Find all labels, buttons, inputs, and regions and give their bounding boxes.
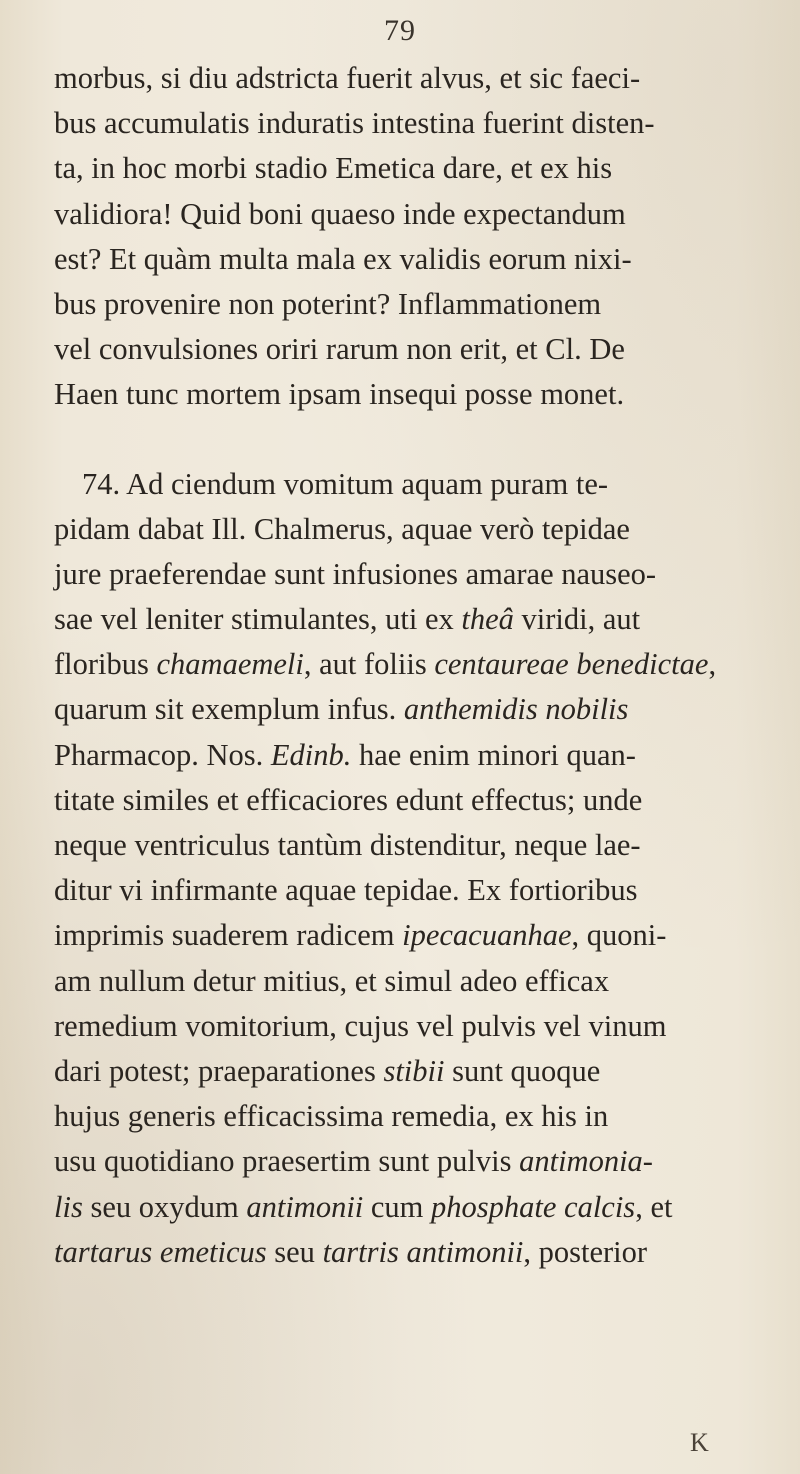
text-segment: dari potest; praeparationes <box>54 1053 384 1088</box>
text-line <box>54 192 780 237</box>
text-line <box>54 462 780 507</box>
text-line <box>54 778 780 823</box>
text-segment: validiora! Quid boni quaeso inde expectandum <box>54 196 626 231</box>
italic-text: Edinb. <box>270 737 352 772</box>
text-line <box>54 1004 780 1049</box>
text-line <box>54 1139 780 1184</box>
text-segment: , <box>708 647 717 682</box>
italic-text: ipecacuanhae <box>402 918 572 953</box>
text-line <box>54 1094 780 1139</box>
text-line <box>54 823 780 868</box>
text-segment: , et <box>635 1189 673 1224</box>
text-line <box>54 282 780 327</box>
text-segment: Pharmacop. Nos. <box>54 737 271 772</box>
italic-text: anthemidis nobilis <box>403 692 629 727</box>
body-text <box>54 56 780 1275</box>
text-line <box>54 733 780 778</box>
text-line <box>54 687 780 732</box>
text-line <box>54 507 780 552</box>
text-segment: hae enim minori quan- <box>351 737 636 772</box>
italic-text: theâ <box>461 602 514 637</box>
text-segment: jure praeferendae sunt infusiones amarae nauseo- <box>54 556 657 591</box>
italic-text: lis <box>54 1189 83 1224</box>
italic-text: phosphate calcis <box>431 1189 636 1224</box>
text-segment: floribus <box>54 647 157 682</box>
text-segment: , aut foliis <box>303 647 435 682</box>
text-segment: sunt quoque <box>444 1053 601 1088</box>
text-line <box>54 913 780 958</box>
italic-text: tartarus emeticus <box>54 1234 267 1269</box>
catchword: K <box>690 1428 709 1457</box>
italic-text: chamaemeli <box>156 647 304 682</box>
text-line <box>54 959 780 1004</box>
text-segment: titate similes et efficaciores edunt effectus; unde <box>54 782 643 817</box>
text-segment: ditur vi infirmante aquae tepidae. Ex fortioribus <box>54 873 638 908</box>
text-line <box>54 327 780 372</box>
text-segment: quarum sit exemplum infus. <box>54 692 404 727</box>
text-segment: seu oxydum <box>82 1189 247 1224</box>
text-line <box>54 1230 780 1275</box>
text-segment: pidam dabat Ill. Chalmerus, aquae verò tepidae <box>54 511 630 546</box>
text-line <box>54 1049 780 1094</box>
text-segment: neque ventriculus tantùm distenditur, neque lae- <box>54 828 641 862</box>
text-segment: morbus, si diu adstricta fuerit alvus, et sic faeci- <box>54 61 641 95</box>
text-segment: imprimis suaderem radicem <box>54 918 403 953</box>
text-line <box>54 372 780 417</box>
text-line <box>54 56 780 101</box>
paragraph-2 <box>54 462 780 1275</box>
italic-text: tartris antimonii <box>322 1234 524 1269</box>
text-segment: est? Et quàm multa mala ex validis eorum nixi- <box>54 241 632 276</box>
text-segment: viridi, aut <box>513 602 641 637</box>
text-segment: remedium vomitorium, cujus vel pulvis vel vinum <box>54 1008 667 1043</box>
text-segment: Haen tunc mortem ipsam insequi posse monet. <box>54 377 625 412</box>
text-segment: usu quotidiano praesertim sunt pulvis <box>54 1144 520 1179</box>
text-line <box>54 642 780 687</box>
text-segment: , posterior <box>523 1234 648 1269</box>
text-line <box>54 597 780 642</box>
text-line <box>54 1185 780 1230</box>
italic-text: stibii <box>383 1053 445 1088</box>
paragraph-1 <box>54 56 780 418</box>
text-line <box>54 237 780 282</box>
text-segment: bus accumulatis induratis intestina fuerint disten- <box>54 106 655 141</box>
italic-text: centaureae benedictae <box>434 647 709 682</box>
italic-text: antimonii <box>246 1189 364 1224</box>
text-segment: bus provenire non poterint? Inflammationem <box>54 286 602 321</box>
text-segment: , quoni- <box>571 918 667 953</box>
text-segment: ta, in hoc morbi stadio Emetica dare, et ex his <box>54 151 613 186</box>
text-line <box>54 552 780 597</box>
text-segment: sae vel leniter stimulantes, uti ex <box>54 602 462 637</box>
text-segment: 74. Ad ciendum vomitum aquam puram te- <box>82 466 609 501</box>
italic-text: antimonia- <box>519 1144 653 1179</box>
text-line <box>54 101 780 146</box>
text-segment: cum <box>363 1189 432 1224</box>
text-segment: am nullum detur mitius, et simul adeo efficax <box>54 963 610 998</box>
text-segment: hujus generis efficacissima remedia, ex his in <box>54 1099 609 1134</box>
text-segment: vel convulsiones oriri rarum non erit, et Cl. De <box>54 332 625 367</box>
text-segment: seu <box>266 1234 323 1269</box>
text-line <box>54 146 780 191</box>
text-line <box>54 868 780 913</box>
page-number: 79 <box>384 14 416 47</box>
